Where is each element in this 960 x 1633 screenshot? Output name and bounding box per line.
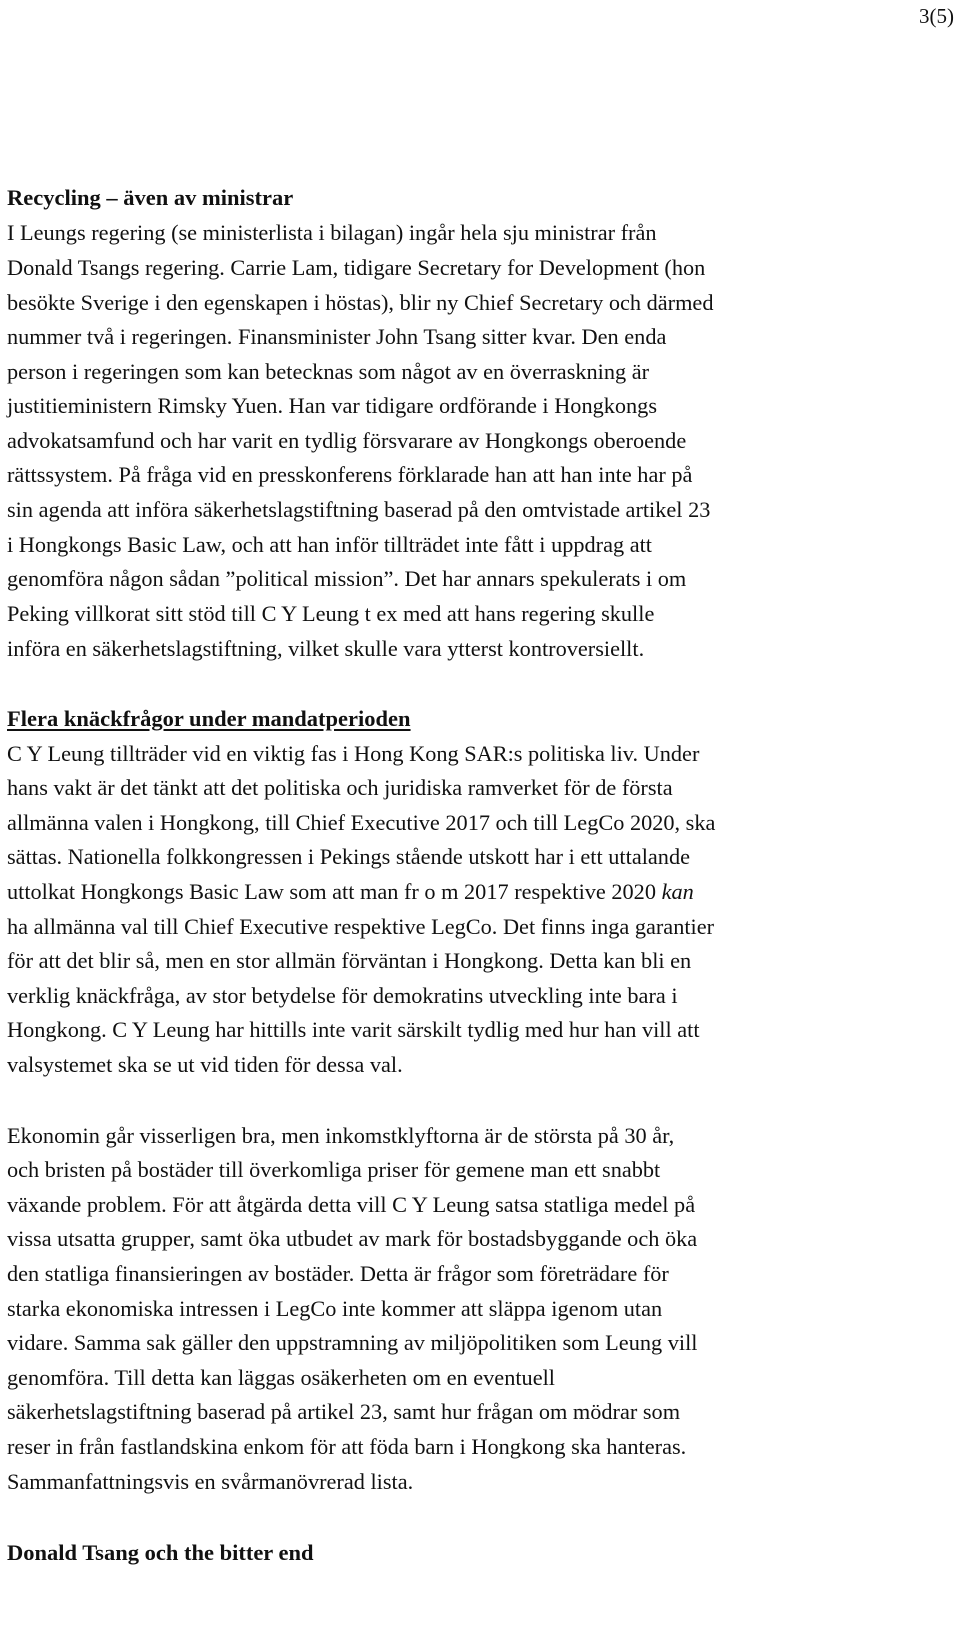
text-line: rättssystem. På fråga vid en presskonferens förklarade han att han inte har på <box>7 462 693 487</box>
text-line: säkerhetslagstiftning baserad på artikel 23, samt hur frågan om mödrar som <box>7 1399 681 1424</box>
text-line: Hongkong. C Y Leung har hittills inte varit särskilt tydlig med hur han vill att <box>7 1017 700 1042</box>
text-line: verklig knäckfråga, av stor betydelse för demokratins utveckling inte bara i <box>7 983 678 1008</box>
text-line: och bristen på bostäder till överkomliga priser för gemene man ett snabbt <box>7 1157 661 1182</box>
text-line: införa en säkerhetslagstiftning, vilket skulle vara ytterst kontroversiellt. <box>7 636 645 661</box>
text-line: genomföra. Till detta kan läggas osäkerheten om en eventuell <box>7 1365 555 1390</box>
text-line: Peking villkorat sitt stöd till C Y Leung t ex med att hans regering skulle <box>7 601 655 626</box>
text-line: vissa utsatta grupper, samt öka utbudet av mark för bostadsbyggande och öka <box>7 1226 698 1251</box>
section-heading-knackfragor: Flera knäckfrågor under mandatperioden <box>7 706 411 731</box>
section-heading-donald-tsang: Donald Tsang och the bitter end <box>7 1540 314 1565</box>
text-line: C Y Leung tillträder vid en viktig fas i Hong Kong SAR:s politiska liv. Under <box>7 741 700 766</box>
text-line: Sammanfattningsvis en svårmanövrerad lista. <box>7 1469 414 1494</box>
text-line: hans vakt är det tänkt att det politiska och juridiska ramverket för de första <box>7 775 673 800</box>
text-line: i Hongkongs Basic Law, och att han inför tillträdet inte fått i uppdrag att <box>7 532 652 557</box>
text-line: starka ekonomiska intressen i LegCo inte kommer att släppa igenom utan <box>7 1296 663 1321</box>
text-line: advokatsamfund och har varit en tydlig försvarare av Hongkongs oberoende <box>7 428 687 453</box>
text-line: person i regeringen som kan betecknas som något av en överraskning är <box>7 359 650 384</box>
text-line: växande problem. För att åtgärda detta vill C Y Leung satsa statliga medel på <box>7 1192 696 1217</box>
text-line: genomföra någon sådan ”political mission”. Det har annars spekulerats i om <box>7 566 687 591</box>
text-line: sättas. Nationella folkkongressen i Pekings stående utskott har i ett uttalande <box>7 844 690 869</box>
text-line-segment: uttolkat Hongkongs Basic Law som att man fr o m 2017 respektive 2020 <box>7 879 662 904</box>
text-line: reser in från fastlandskina enkom för att föda barn i Hongkong ska hanteras. <box>7 1434 687 1459</box>
text-line: vidare. Samma sak gäller den uppstramning av miljöpolitiken som Leung vill <box>7 1330 698 1355</box>
text-line: Donald Tsangs regering. Carrie Lam, tidigare Secretary for Development (hon <box>7 255 706 280</box>
text-line: allmänna valen i Hongkong, till Chief Executive 2017 och till LegCo 2020, ska <box>7 810 716 835</box>
text-line: för att det blir så, men en stor allmän förväntan i Hongkong. Detta kan bli en <box>7 948 692 973</box>
text-line: sin agenda att införa säkerhetslagstiftning baserad på den omtvistade artikel 23 <box>7 497 711 522</box>
text-line: justitieministern Rimsky Yuen. Han var tidigare ordförande i Hongkongs <box>7 393 658 418</box>
text-line-with-emphasis <box>7 877 694 907</box>
text-line: Ekonomin går visserligen bra, men inkomstklyftorna är de största på 30 år, <box>7 1123 675 1148</box>
text-line: nummer två i regeringen. Finansminister John Tsang sitter kvar. Den enda <box>7 324 667 349</box>
text-line: den statliga finansieringen av bostäder. Detta är frågor som företrädare för <box>7 1261 669 1286</box>
page-number: 3(5) <box>919 4 954 28</box>
section-heading-recycling: Recycling – även av ministrar <box>7 185 294 210</box>
text-line: ha allmänna val till Chief Executive respektive LegCo. Det finns inga garantier <box>7 914 715 939</box>
text-line: I Leungs regering (se ministerlista i bilagan) ingår hela sju ministrar från <box>7 220 657 245</box>
emphasized-word: kan <box>661 879 694 904</box>
text-line: valsystemet ska se ut vid tiden för dessa val. <box>7 1052 403 1077</box>
text-line: besökte Sverige i den egenskapen i höstas), blir ny Chief Secretary och därmed <box>7 290 714 315</box>
